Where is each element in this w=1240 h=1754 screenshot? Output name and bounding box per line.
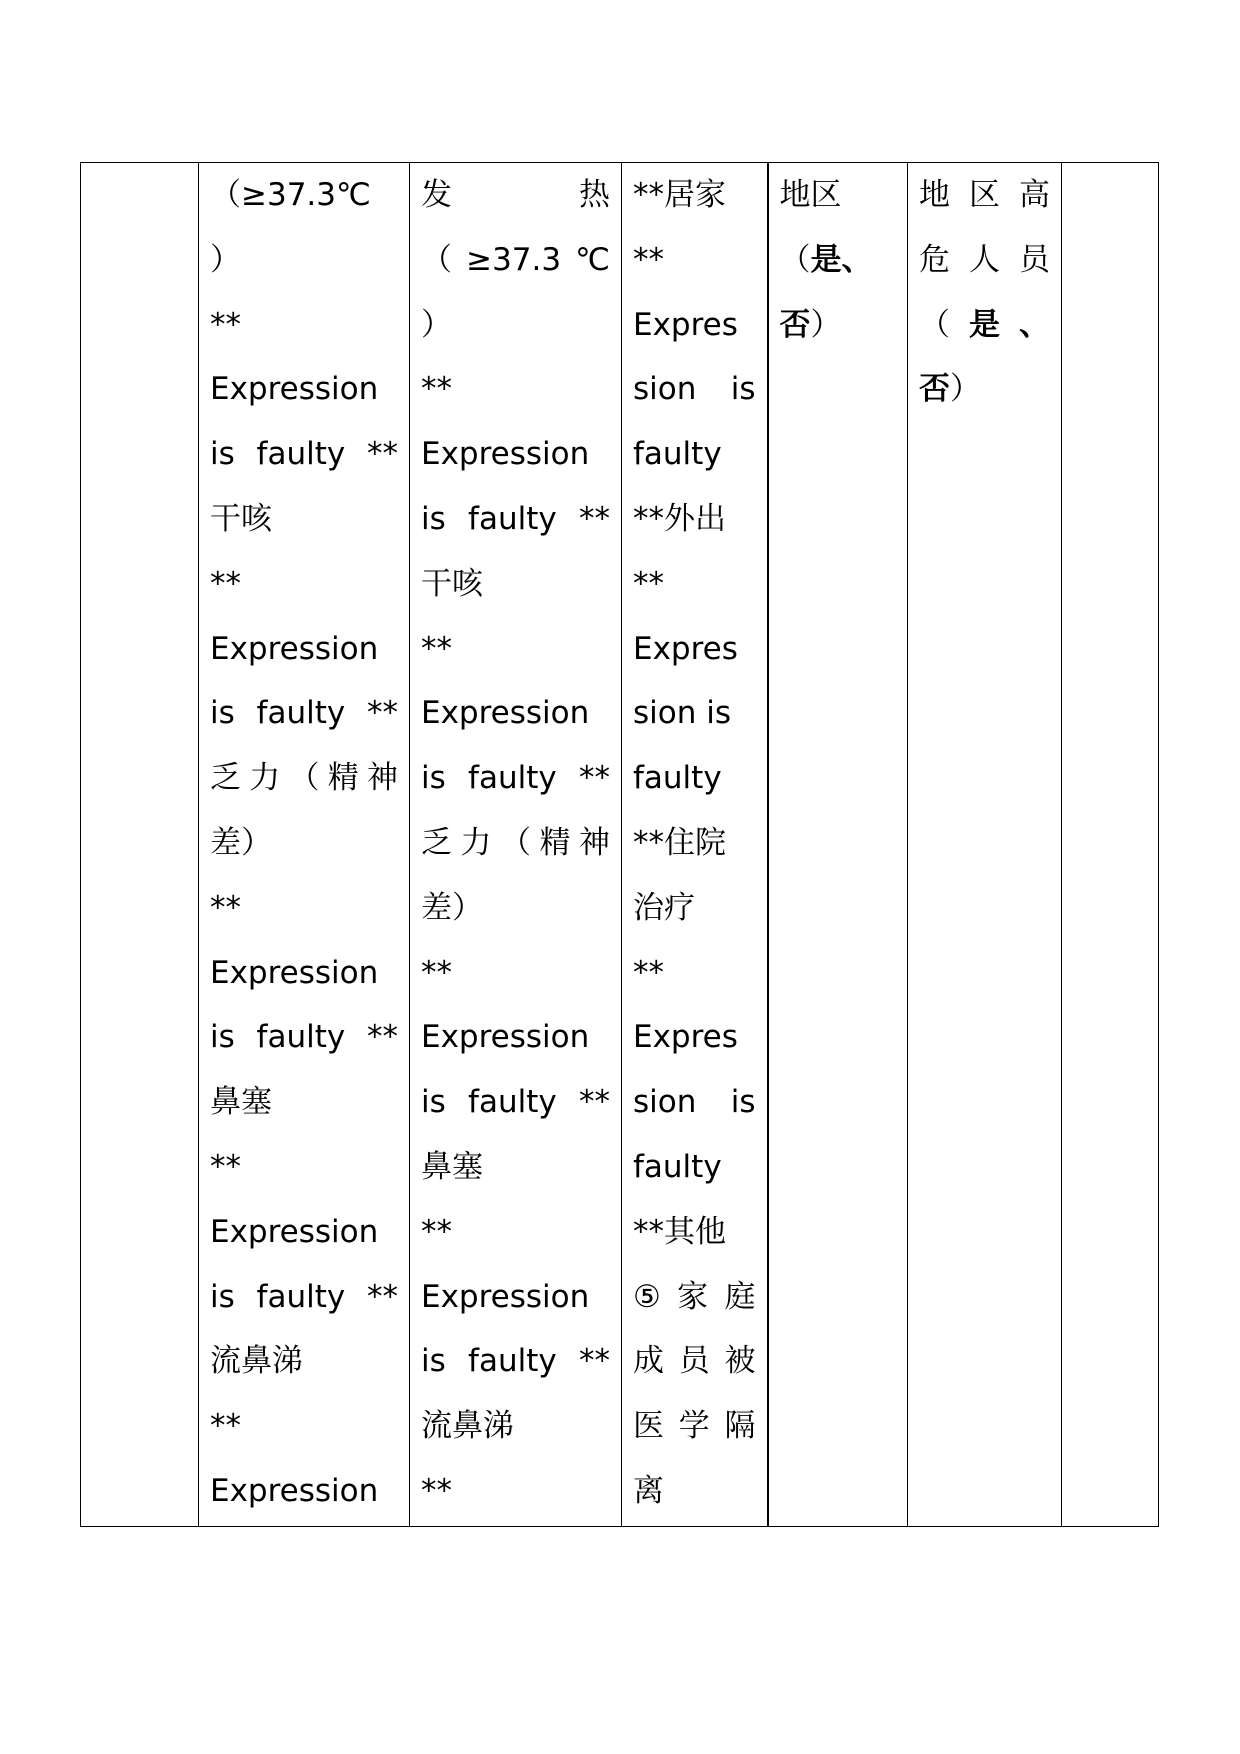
cell-line: ** [633,954,664,991]
cell-line: is faulty ** [210,695,398,732]
cell-line: faulty [633,436,722,473]
status-cell [622,163,768,1527]
cell-line: Expression [210,954,379,991]
document-table [80,162,1159,1527]
bracket-text: （ [919,306,969,343]
cell-line: is faulty ** [421,760,610,797]
cell-line: ⑤家庭 [633,1278,756,1315]
cell-line: ** [210,565,241,602]
cell-line [780,293,897,358]
cell-line: faulty [633,760,722,797]
cell-line: （≥37.3℃ [421,241,610,278]
empty-cell-left [81,163,199,1527]
cell-line: ** [210,889,241,926]
high-risk-cell [908,163,1062,1527]
cell-line: Expression [421,695,590,732]
cell-line: is faulty ** [210,1019,398,1056]
cell-line [919,357,1050,422]
cell-line: ** [633,241,664,278]
cell-line: **外出 [633,500,726,537]
cell-line: Expres [633,630,738,667]
cell-line: 发热 [421,177,610,213]
cell-line: Expres [633,306,738,343]
no-option-text: 否 [779,306,811,343]
bracket-text: （ [779,241,811,278]
cell-line: is faulty ** [210,1278,398,1315]
cell-line: ** [210,1148,241,1185]
cell-line: （≥37.3℃ [210,177,371,213]
cell-line: ** [421,1472,452,1509]
cell-line: **住院 [633,824,726,861]
cell-line: 鼻塞 [210,1084,272,1121]
empty-cell-right [1062,163,1159,1527]
table-row [81,163,1159,1527]
cell-line: 医学隔 [633,1408,756,1445]
cell-line: ** [421,371,452,408]
cell-line: ** [210,306,241,343]
cell-line: 治疗 [633,889,695,926]
cell-line: 干咳 [421,565,483,602]
cell-line: 乏力（精神 [210,760,398,797]
cell-line: ** [421,954,452,991]
cell-line: **居家 [633,177,726,213]
cell-line: Expression [210,371,379,408]
cell-line: 差） [210,824,272,861]
cell-line: 干咳 [210,500,272,537]
yes-option-text: 是、 [810,241,873,278]
cell-line: Expression [421,1278,590,1315]
bracket-text: ） [950,371,981,408]
cell-line: sion is [633,695,731,732]
cell-line: 危人员 [919,241,1050,278]
cell-line: ** [210,1408,241,1445]
symptoms-cell-b [410,163,622,1527]
cell-line: ） [210,241,241,278]
cell-line: ** [421,1213,452,1250]
cell-line [919,293,1050,358]
bracket-text: ） [810,306,842,343]
symptoms-cell-a [199,163,410,1527]
cell-line: sion is [633,1084,756,1121]
cell-line: 地区高 [919,177,1050,213]
cell-line: 流鼻涕 [421,1408,514,1445]
cell-line: Expression [210,1213,379,1250]
cell-line: Expression [421,436,590,473]
cell-line: faulty [633,1148,722,1185]
cell-line: sion is [633,371,756,408]
yes-option-text: 是、 [969,306,1050,343]
cell-line: 成员被 [633,1343,756,1380]
cell-line: 乏力（精神 [421,824,610,861]
cell-line: 鼻塞 [421,1148,483,1185]
cell-line: Expres [633,1019,738,1056]
cell-line: is faulty ** [421,1343,610,1380]
cell-line: is faulty ** [210,436,398,473]
cell-line: ** [421,630,452,667]
cell-line [780,228,897,293]
cell-line: ** [633,565,664,602]
cell-line: 流鼻涕 [210,1343,303,1380]
cell-line: Expression [210,1472,379,1509]
cell-line: Expression [421,1019,590,1056]
cell-line: 地区 [779,177,842,213]
cell-line: 差） [421,889,483,926]
cell-line: **其他 [633,1213,726,1250]
no-option-text: 否 [919,371,950,408]
cell-line: is faulty ** [421,500,610,537]
region-cell [768,163,908,1527]
cell-line: Expression [210,630,379,667]
cell-line: is faulty ** [421,1084,610,1121]
cell-line: 离 [633,1472,664,1509]
cell-line: ） [421,306,452,343]
